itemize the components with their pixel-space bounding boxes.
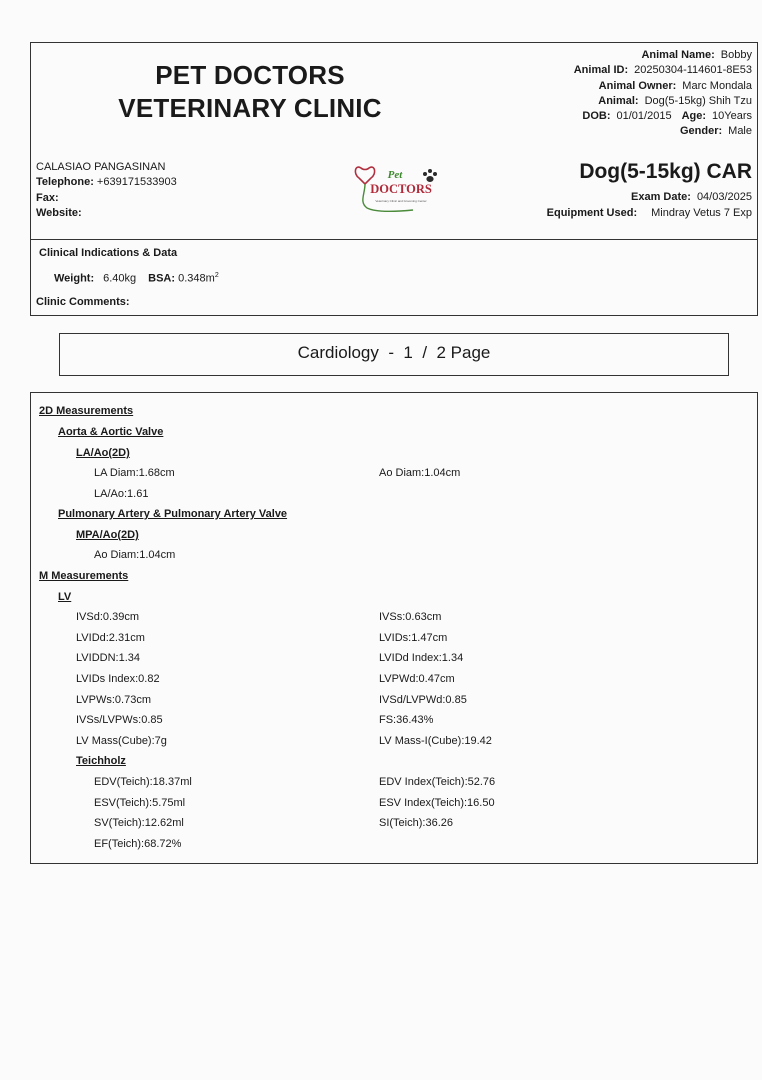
heading-lv: LV: [58, 591, 72, 603]
animal-owner: Marc Mondala: [682, 79, 752, 92]
ao-diam-aorta: Ao Diam:1.04cm: [379, 467, 461, 479]
weight-value: 6.40kg: [103, 272, 137, 285]
lv-left-value: LVIDd:2.31cm: [76, 632, 145, 644]
lv-right-value: IVSd/LVPWd:0.85: [379, 694, 467, 706]
lv-right-value: LVPWd:0.47cm: [379, 673, 455, 685]
lv-left-value: IVSd:0.39cm: [76, 611, 139, 623]
exam-title: Dog(5-15kg) CAR: [579, 160, 752, 183]
clinic-address: CALASIAO PANGASINAN: [36, 161, 166, 173]
teich-left-value: ESV(Teich):5.75ml: [94, 797, 186, 809]
clinical-data: Weight: 6.40kg BSA: $0.348m^2$: [54, 272, 219, 285]
ao-diam-mpa: Ao Diam:1.04cm: [94, 549, 176, 561]
measurements-box: [30, 392, 758, 864]
lv-left-value: LVPWs:0.73cm: [76, 694, 151, 706]
teich-right-value: EDV Index(Teich):52.76: [379, 776, 496, 788]
animal-species: Dog(5-15kg) Shih Tzu: [644, 94, 752, 107]
teich-right-value: SI(Teich):36.26: [379, 817, 453, 829]
clinic-comments-label: Clinic Comments:: [36, 296, 130, 308]
clinic-contact: CALASIAO PANGASINAN Telephone: +639171533903 Fax: Website:: [36, 161, 177, 219]
lv-left-value: IVSs/LVPWs:0.85: [76, 714, 163, 726]
teich-left-value: SV(Teich):12.62ml: [94, 817, 184, 829]
lv-left-value: LVIDDN:1.34: [76, 652, 140, 664]
teich-right-value: ESV Index(Teich):16.50: [379, 797, 495, 809]
heading-pulmonary-artery: Pulmonary Artery & Pulmonary Artery Valve: [58, 508, 288, 520]
lv-right-value: FS:36.43%: [379, 714, 434, 726]
heading-teichholz: Teichholz: [76, 755, 126, 767]
logo-text-doctors: DOCTORS: [370, 182, 432, 196]
header-divider: [30, 239, 758, 240]
equipment-used: Mindray Vetus 7 Exp: [651, 206, 752, 219]
lv-right-value: LVIDd Index:1.34: [379, 652, 464, 664]
clinic-name-line2: VETERINARY CLINIC: [118, 93, 382, 123]
lv-left-value: LV Mass(Cube):7g: [76, 735, 167, 747]
page-title: Cardiology - 1 / 2 Page: [297, 343, 491, 362]
logo-tagline: Veterinary Clinic and Grooming Center: [375, 199, 427, 203]
animal-name: Bobby: [720, 49, 752, 61]
clinical-heading: Clinical Indications & Data: [39, 247, 178, 259]
teich-left-value: EF(Teich):68.72%: [94, 838, 182, 850]
lv-right-value: LVIDs:1.47cm: [379, 632, 448, 644]
exam-date: 04/03/2025: [696, 191, 752, 203]
lv-right-value: LV Mass-I(Cube):19.42: [379, 735, 492, 747]
logo-text-pet: Pet: [387, 169, 403, 181]
animal-age: 10Years: [712, 110, 752, 123]
animal-dob: 01/01/2015: [616, 110, 672, 123]
animal-gender: Male: [728, 125, 752, 138]
heading-m-measurements: M Measurements: [39, 570, 129, 582]
la-diam: LA Diam:1.68cm: [94, 467, 175, 479]
exam-info: Exam Date: 04/03/2025 Equipment Used: Mindray Vetus 7 Exp: [546, 191, 752, 219]
bsa-value: 0.348m: [178, 272, 215, 285]
fax-label: Fax:: [36, 191, 59, 204]
patient-info: Animal Name: Bobby Animal ID: 20250304-114601-8E53 Animal Owner: Marc Mondala Animal: Dog(5-15kg) Shih Tzu DOB: 01/01/2015 Age: 10Years Gender: Male: [573, 49, 752, 138]
clinic-telephone: +639171533903: [96, 176, 177, 189]
pet-doctors-logo: [353, 162, 443, 214]
lv-left-value: LVIDs Index:0.82: [76, 673, 160, 685]
website-label: Website:: [36, 206, 82, 219]
lv-right-value: IVSs:0.63cm: [379, 611, 442, 623]
la-ao-ratio: LA/Ao:1.61: [94, 488, 149, 500]
teich-left-value: EDV(Teich):18.37ml: [94, 776, 192, 788]
animal-id: 20250304-114601-8E53: [634, 64, 752, 77]
clinic-name-line1: PET DOCTORS: [155, 60, 345, 90]
heading-la-ao: LA/Ao(2D): [76, 447, 130, 459]
heading-2d-measurements: 2D Measurements: [39, 405, 134, 417]
heading-aorta: Aorta & Aortic Valve: [58, 426, 164, 438]
heading-mpa-ao: MPA/Ao(2D): [76, 529, 139, 541]
